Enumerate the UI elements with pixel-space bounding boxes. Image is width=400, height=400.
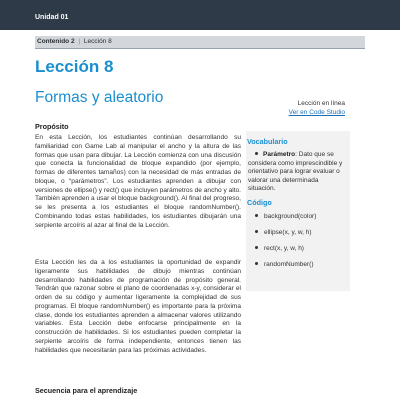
breadcrumb-separator: |: [78, 38, 81, 45]
breadcrumb: [35, 36, 365, 49]
code-item-text: ellipse(x, y, w, h): [264, 229, 312, 236]
bullet-icon: [255, 152, 258, 155]
bullet-icon: [255, 246, 258, 249]
vocabulary-item: [248, 151, 346, 194]
sequence-heading: Secuencia para el aprendizaje: [35, 386, 138, 395]
breadcrumb-content: Contenido 2: [37, 38, 75, 45]
online-lesson-label: Lección en línea: [297, 100, 345, 107]
code-list: [248, 211, 348, 275]
vocabulary-term: Parámetro: [263, 151, 296, 158]
bullet-icon: [255, 214, 258, 217]
bullet-icon: [255, 230, 258, 233]
code-item: [248, 259, 348, 272]
online-lesson-box: [270, 100, 345, 117]
code-heading: Código: [247, 198, 272, 207]
lesson-title: Lección 8: [35, 57, 114, 76]
purpose-heading: Propósito: [35, 122, 69, 131]
code-item-text: background(color): [264, 213, 317, 220]
code-item: [248, 243, 348, 256]
vocabulary-heading: Vocabulario: [247, 137, 288, 146]
code-studio-link[interactable]: Ver en Code Studio: [288, 108, 345, 116]
lesson-subtitle: Formas y aleatorio: [35, 89, 164, 106]
purpose-paragraph-1: En esta Lección, los estudiantes continúan desarrollando su familiaridad con Game Lab al manipular el ancho y la altura de las formas que usan para dibujar. La Lección comienza con una discusión que conecta la funcionalidad de bloque expandido (por ejemplo, formas de diferentes tamaños) con la necesidad de más entradas de bloque, o “parámetros”. Los estudiantes aprenden a dibujar con versiones de ellipse() y rect() que incluyen parámetros de ancho y alto. También aprenden a usar el bloque background(). Al final del progreso, se les presenta a los estudiantes el bloque randomNumber(). Combinando todas estas habilidades, los estudiantes dibujarán una serpiente arcoíris al azar al final de la Lección.: [35, 134, 241, 229]
breadcrumb-lesson: Lección 8: [83, 38, 112, 45]
vocabulary-definition: : Dato que se considera como imprescindible y orientativo para lograr evaluar o valorar una determinada situación.: [248, 151, 343, 192]
code-item: [248, 227, 348, 240]
code-item: [248, 211, 348, 224]
bullet-icon: [255, 262, 258, 265]
code-item-text: rect(x, y, w, h): [264, 245, 304, 252]
unit-label: Unidad 01: [35, 14, 69, 21]
purpose-paragraph-2: Esta Lección les da a los estudiantes la oportunidad de expandir ligeramente sus habilidades de dibujo mientras continúan desarrollando habilidades de programación de propósito general. Tendrán que razonar sobre el plano de coordenadas x-y, considerar el orden de su código y aumentar ligeramente la complejidad de sus programas. El bloque randomNumber() es importante para la próxima clase, donde los estudiantes aprenden a almacenar valores utilizando variables. Esta Lección debe enfocarse principalmente en la construcción de habilidades. Si los estudiantes pueden completar la serpiente arcoíris de forma independiente, entonces tienen las habilidades que necesitarán para las próximas actividades.: [35, 259, 241, 354]
code-item-text: randomNumber(): [264, 261, 314, 268]
sidebar-panel: [246, 131, 350, 291]
top-bar: [0, 0, 400, 30]
